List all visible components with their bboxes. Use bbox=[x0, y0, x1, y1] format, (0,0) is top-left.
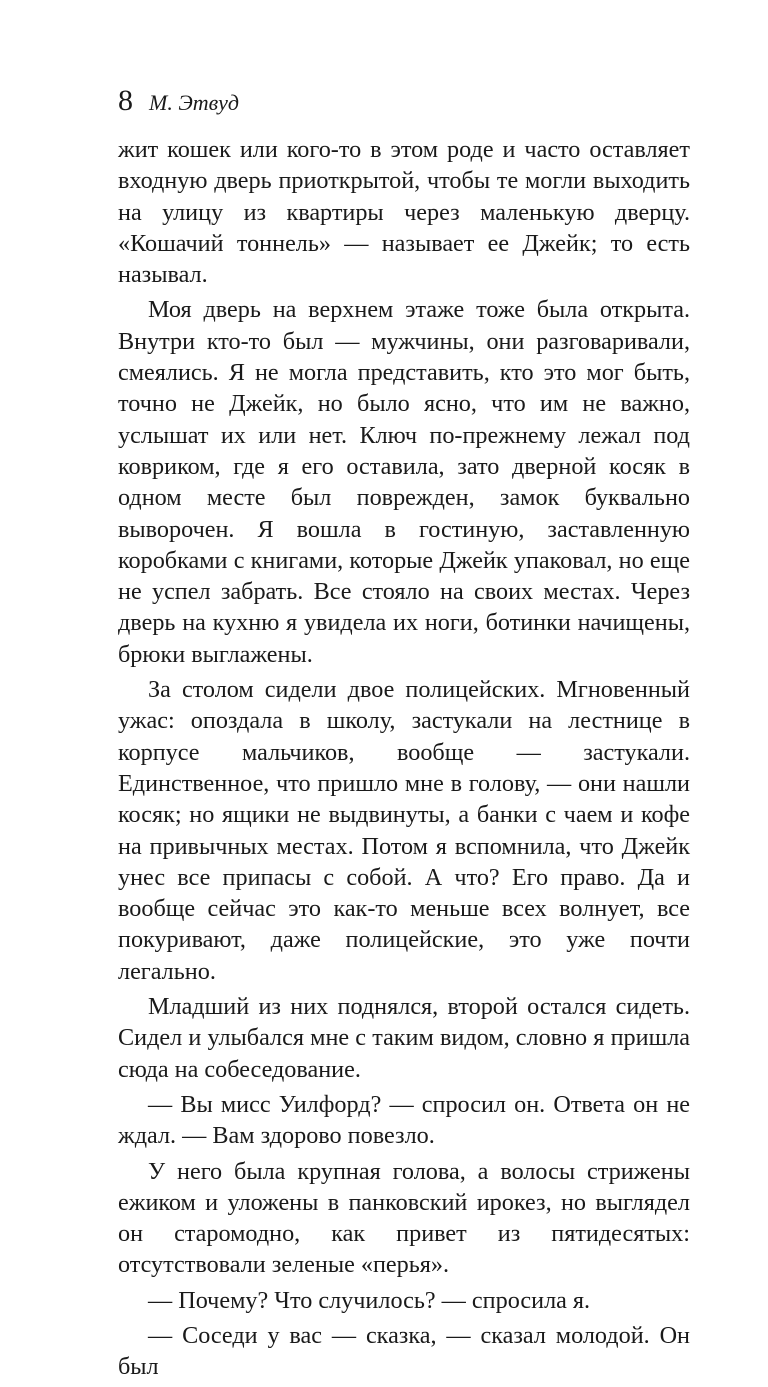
body-text bbox=[118, 134, 690, 1383]
paragraph: У него была крупная голова, а волосы стрижены ежиком и уложены в панковский ирокез, но выглядел он старомодно, как привет из пятидесятых: отсутствовали зеленые «перья». bbox=[118, 1157, 690, 1279]
page-number: 8 bbox=[118, 84, 133, 117]
paragraph: За столом сидели двое полицейских. Мгновенный ужас: опоздала в школу, застукали на лестнице в корпусе мальчиков, вообще — застукали. Единственное, что пришло мне в голову, — они нашли косяк; но ящики не выдвинуты, а банки с чаем и кофе на привычных местах. Потом я вспомнила, что Джейк унес все припасы с собой. А что? Его право. Да и вообще сейчас это как-то меньше всех волнует, все покуривают, даже полицейские, это уже почти легально. bbox=[118, 676, 690, 985]
paragraph: Моя дверь на верхнем этаже тоже была открыта. Внутри кто-то был — мужчины, они разговаривали, смеялись. Я не могла представить, кто это мог быть, точно не Джейк, но было ясно, что им не важно, услышат их или нет. Ключ по-прежнему лежал под ковриком, где я его оставила, зато дверной косяк в одном месте был поврежден, замок буквально выворочен. Я вошла в гостиную, заставленную коробками с книгами, которые Джейк упаковал, но еще не успел забрать. Все стояло на своих местах. Через дверь на кухню я увидела их ноги, ботинки начищены, брюки выглажены. bbox=[118, 296, 690, 668]
paragraph: — Почему? Что случилось? — спросила я. bbox=[148, 1286, 591, 1314]
book-page bbox=[118, 84, 690, 1387]
running-title: М. Этвуд bbox=[149, 90, 239, 115]
page-header bbox=[118, 84, 690, 124]
paragraph: жит кошек или кого-то в этом роде и часто оставляет входную дверь приоткрытой, чтобы те могли выходить на улицу из квартиры через маленькую дверцу. «Кошачий тоннель» — называет ее Джейк; то есть называл. bbox=[118, 136, 690, 289]
paragraph: Младший из них поднялся, второй остался сидеть. Сидел и улыбался мне с таким видом, словно я пришла сюда на собеседование. bbox=[118, 993, 690, 1083]
paragraph: — Соседи у вас — сказка, — сказал молодой. Он был bbox=[118, 1321, 690, 1381]
paragraph: — Вы мисс Уилфорд? — спросил он. Ответа он не ждал. — Вам здорово повезло. bbox=[118, 1090, 690, 1150]
